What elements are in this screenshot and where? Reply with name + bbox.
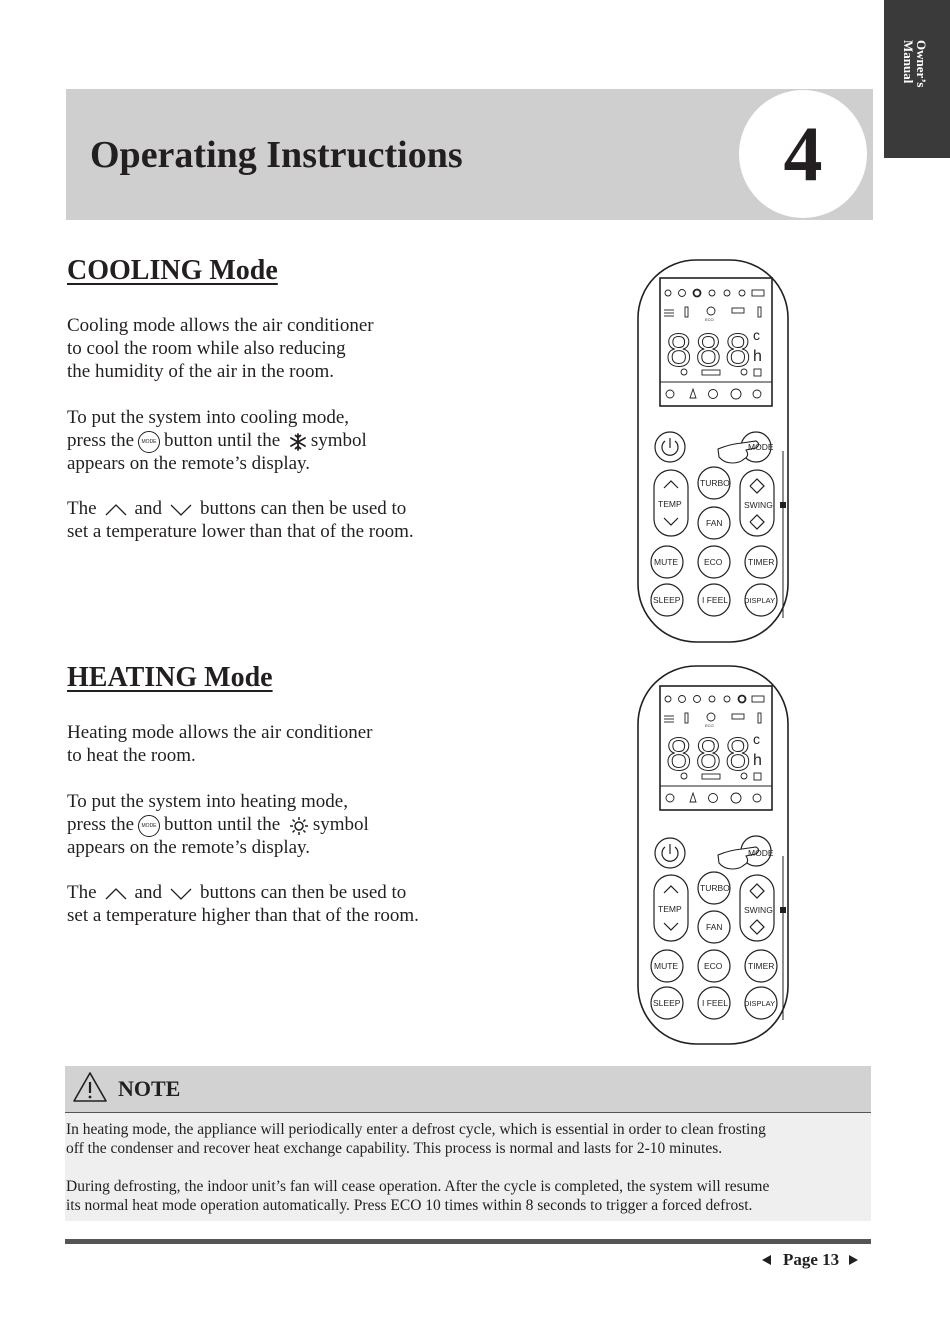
remote-eco-label: ECO bbox=[704, 961, 723, 971]
cooling-step-text: symbol bbox=[310, 430, 367, 451]
cooling-heading: COOLING Mode bbox=[67, 255, 278, 286]
heating-heading: HEATING Mode bbox=[67, 662, 273, 693]
up-arrow-icon bbox=[105, 504, 127, 516]
cooling-intro-line: to cool the room while also reducing bbox=[67, 338, 346, 359]
eco-small-label: ECO bbox=[705, 723, 714, 728]
remote-sleep-label: SLEEP bbox=[653, 998, 681, 1008]
cooling-temp-line: set a temperature lower than that of the room. bbox=[67, 521, 414, 542]
note-header bbox=[65, 1066, 871, 1114]
remote-sleep-label: SLEEP bbox=[653, 595, 681, 605]
heating-temp-line bbox=[67, 881, 406, 904]
cooling-step-line: appears on the remote’s display. bbox=[67, 453, 311, 474]
remote-mode-label: MODE bbox=[748, 442, 774, 452]
cooling-temp-line bbox=[67, 497, 406, 520]
cooling-temp-text: and bbox=[134, 498, 162, 519]
heating-intro-line: to heat the room. bbox=[67, 745, 196, 766]
heating-step-text: button until the bbox=[164, 814, 281, 835]
remote-timer-label: TIMER bbox=[748, 961, 775, 971]
display-unit-h: h bbox=[753, 348, 762, 365]
sun-icon bbox=[289, 816, 309, 836]
remote-eco-label: ECO bbox=[704, 557, 723, 567]
cooling-remote-illustration bbox=[630, 258, 796, 644]
note-title: NOTE bbox=[118, 1076, 181, 1101]
heating-temp-text: and bbox=[134, 882, 162, 903]
heating-remote-illustration bbox=[630, 664, 796, 1046]
note-line: In heating mode, the appliance will periodically enter a defrost cycle, which is essential in order to clean frosting bbox=[66, 1121, 766, 1138]
heating-temp-text: buttons can then be used to bbox=[199, 882, 407, 903]
footer-rule bbox=[65, 1239, 871, 1244]
remote-temp-label: TEMP bbox=[658, 499, 682, 509]
remote-swing-label: SWING bbox=[744, 905, 773, 915]
down-arrow-icon bbox=[170, 504, 192, 516]
heating-step-text: press the bbox=[67, 814, 135, 835]
cooling-step-line bbox=[67, 429, 367, 453]
page-title: Operating Instructions bbox=[90, 134, 463, 176]
heating-step-text: symbol bbox=[312, 814, 369, 835]
page-navigation bbox=[762, 1249, 858, 1270]
heating-temp-line: set a temperature higher than that of the room. bbox=[67, 905, 419, 926]
heating-temp-text: The bbox=[67, 882, 97, 903]
remote-timer-label: TIMER bbox=[748, 557, 775, 567]
display-unit-c: c bbox=[753, 327, 760, 343]
cooling-intro-line: the humidity of the air in the room. bbox=[67, 361, 335, 382]
down-arrow-icon bbox=[170, 888, 192, 900]
display-digits: 888 bbox=[666, 728, 755, 780]
cooling-intro-line: Cooling mode allows the air conditioner bbox=[67, 315, 374, 336]
up-arrow-icon bbox=[105, 888, 127, 900]
note-line: its normal heat mode operation automatically. Press ECO 10 times within 8 seconds to trigger a forced defrost. bbox=[66, 1197, 753, 1214]
warning-icon bbox=[72, 1071, 108, 1103]
next-page-icon[interactable] bbox=[849, 1255, 858, 1265]
remote-turbo-label: TURBO bbox=[700, 478, 730, 488]
heating-step-line: To put the system into heating mode, bbox=[67, 791, 348, 812]
remote-fan-label: FAN bbox=[706, 922, 723, 932]
remote-ifeel-label: I FEEL bbox=[702, 998, 728, 1008]
display-unit-c: c bbox=[753, 731, 760, 747]
cooling-temp-text: buttons can then be used to bbox=[199, 498, 407, 519]
snowflake-icon bbox=[289, 433, 307, 451]
remote-display-label: DISPLAY bbox=[744, 999, 776, 1008]
mode-button-icon: MODE bbox=[138, 815, 160, 837]
chapter-number: 4 bbox=[739, 90, 867, 218]
previous-page-icon[interactable] bbox=[762, 1255, 771, 1265]
page-number: Page 13 bbox=[783, 1250, 840, 1270]
remote-ifeel-label: I FEEL bbox=[702, 595, 728, 605]
heating-step-line: appears on the remote’s display. bbox=[67, 837, 311, 858]
cooling-step-text: button until the bbox=[164, 430, 281, 451]
remote-turbo-label: TURBO bbox=[700, 883, 730, 893]
display-digits: 888 bbox=[666, 324, 755, 376]
heating-step-line bbox=[67, 813, 369, 837]
remote-swing-label: SWING bbox=[744, 500, 773, 510]
remote-mute-label: MUTE bbox=[654, 961, 679, 971]
remote-fan-label: FAN bbox=[706, 518, 723, 528]
eco-small-label: ECO bbox=[705, 317, 714, 322]
note-line: During defrosting, the indoor unit’s fan will cease operation. After the cycle is completed, the system will resume bbox=[66, 1178, 770, 1195]
heating-intro-line: Heating mode allows the air conditioner bbox=[67, 722, 373, 743]
remote-display-label: DISPLAY bbox=[744, 596, 776, 605]
remote-mute-label: MUTE bbox=[654, 557, 679, 567]
side-tab-label: Owner’s Manual bbox=[901, 40, 929, 88]
cooling-temp-text: The bbox=[67, 498, 97, 519]
side-tab bbox=[884, 0, 950, 158]
remote-mode-label: MODE bbox=[748, 848, 774, 858]
cooling-step-line: To put the system into cooling mode, bbox=[67, 407, 350, 428]
mode-button-icon: MODE bbox=[138, 431, 160, 453]
note-line: off the condenser and recover heat exchange capability. This process is normal and lasts for 2-10 minutes. bbox=[66, 1140, 723, 1157]
remote-temp-label: TEMP bbox=[658, 904, 682, 914]
display-unit-h: h bbox=[753, 752, 762, 769]
cooling-step-text: press the bbox=[67, 430, 135, 451]
